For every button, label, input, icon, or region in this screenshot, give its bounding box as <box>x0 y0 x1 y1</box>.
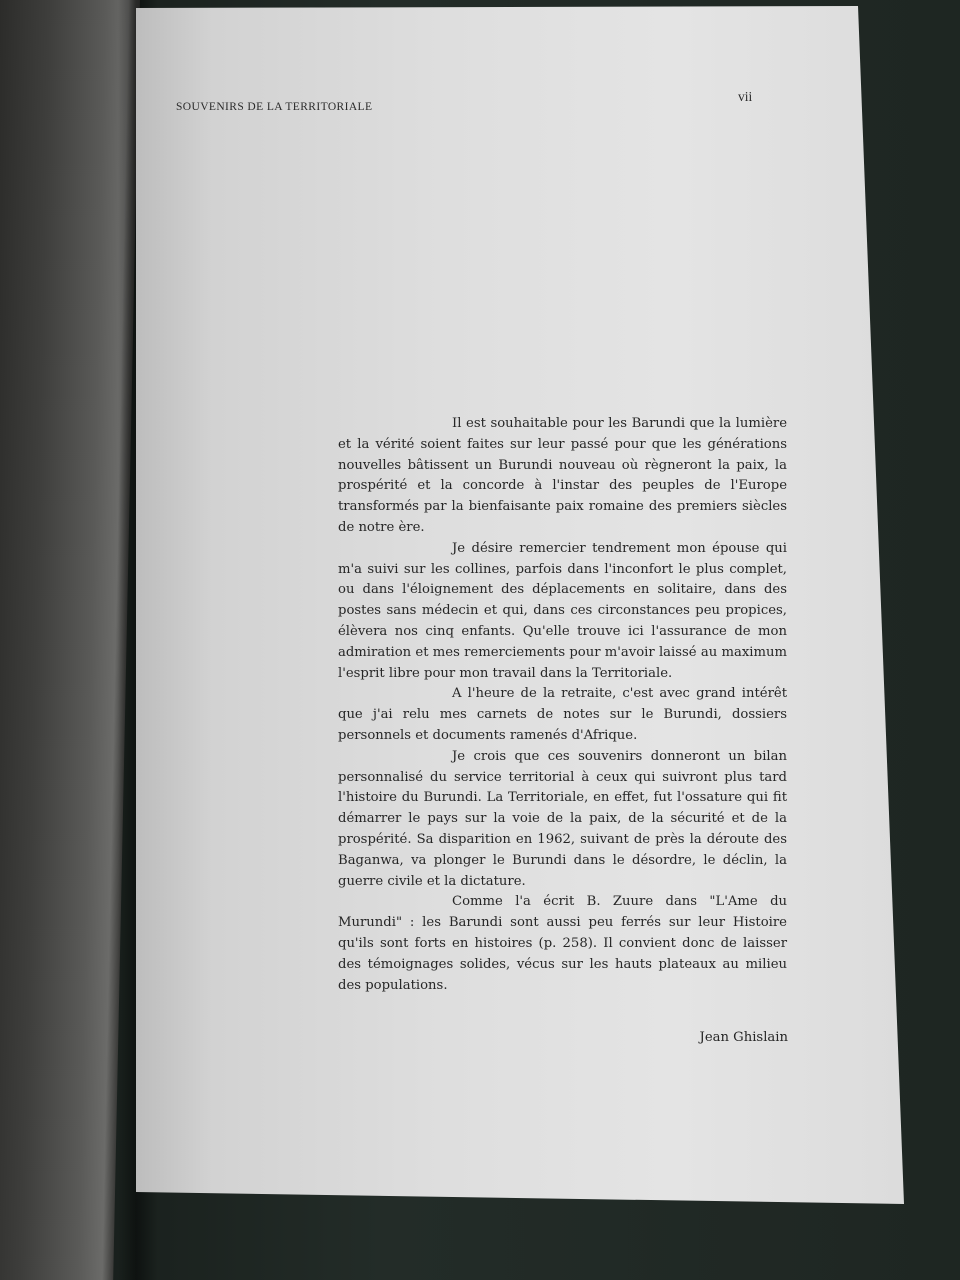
page-number: vii <box>738 89 753 104</box>
paragraph: Il est souhaitable pour les Barundi que la lumière et la vérité soient faites sur leur passé pour que les générations nouvelles bâtissent un Burundi nouveau où règneront la paix, la prospérité et la concorde à l'instar des peuples de l'Europe transformés par la bienfaisante paix romaine des premiers siècles de notre ère. <box>338 416 787 535</box>
paragraph: Je crois que ces souvenirs donneront un bilan personnalisé du service territorial à ceux qui suivront plus tard l'histoire du Burundi. La Territoriale, en effet, fut l'ossature qui fit démarrer le pays sur la voie de la paix, de la sécurité et de la prospérité. Sa disparition en 1962, suivant de près la déroute des Baganwa, va plonger le Burundi dans le désordre, le déclin, la guerre civile et la dictature. <box>338 748 787 889</box>
body-text <box>338 414 787 996</box>
paragraph: Comme l'a écrit B. Zuure dans "L'Ame du Murundi" : les Barundi sont aussi peu ferrés sur leur Histoire qu'ils sont forts en histoires (p. 258). Il convient donc de laisser des témoignages solides, vécus sur les hauts plateaux au milieu des populations. <box>338 894 787 993</box>
paragraph: Je désire remercier tendrement mon épouse qui m'a suivi sur les collines, parfois dans l'inconfort le plus complet, ou dans l'éloignement des déplacements en solitaire, dans des postes sans médecin et qui, dans ces circonstances peu propices, élèvera nos cinq enfants. Qu'elle trouve ici l'assurance de mon admiration et mes remerciements pour m'avoir laissé au maximum l'esprit libre pour mon travail dans la Territoriale. <box>338 540 787 681</box>
author-signature: Jean Ghislain <box>699 1030 788 1045</box>
running-title: SOUVENIRS DE LA TERRITORIALE <box>176 101 373 113</box>
paragraph: A l'heure de la retraite, c'est avec grand intérêt que j'ai relu mes carnets de notes sur le Burundi, dossiers personnels et documents ramenés d'Afrique. <box>338 686 787 743</box>
